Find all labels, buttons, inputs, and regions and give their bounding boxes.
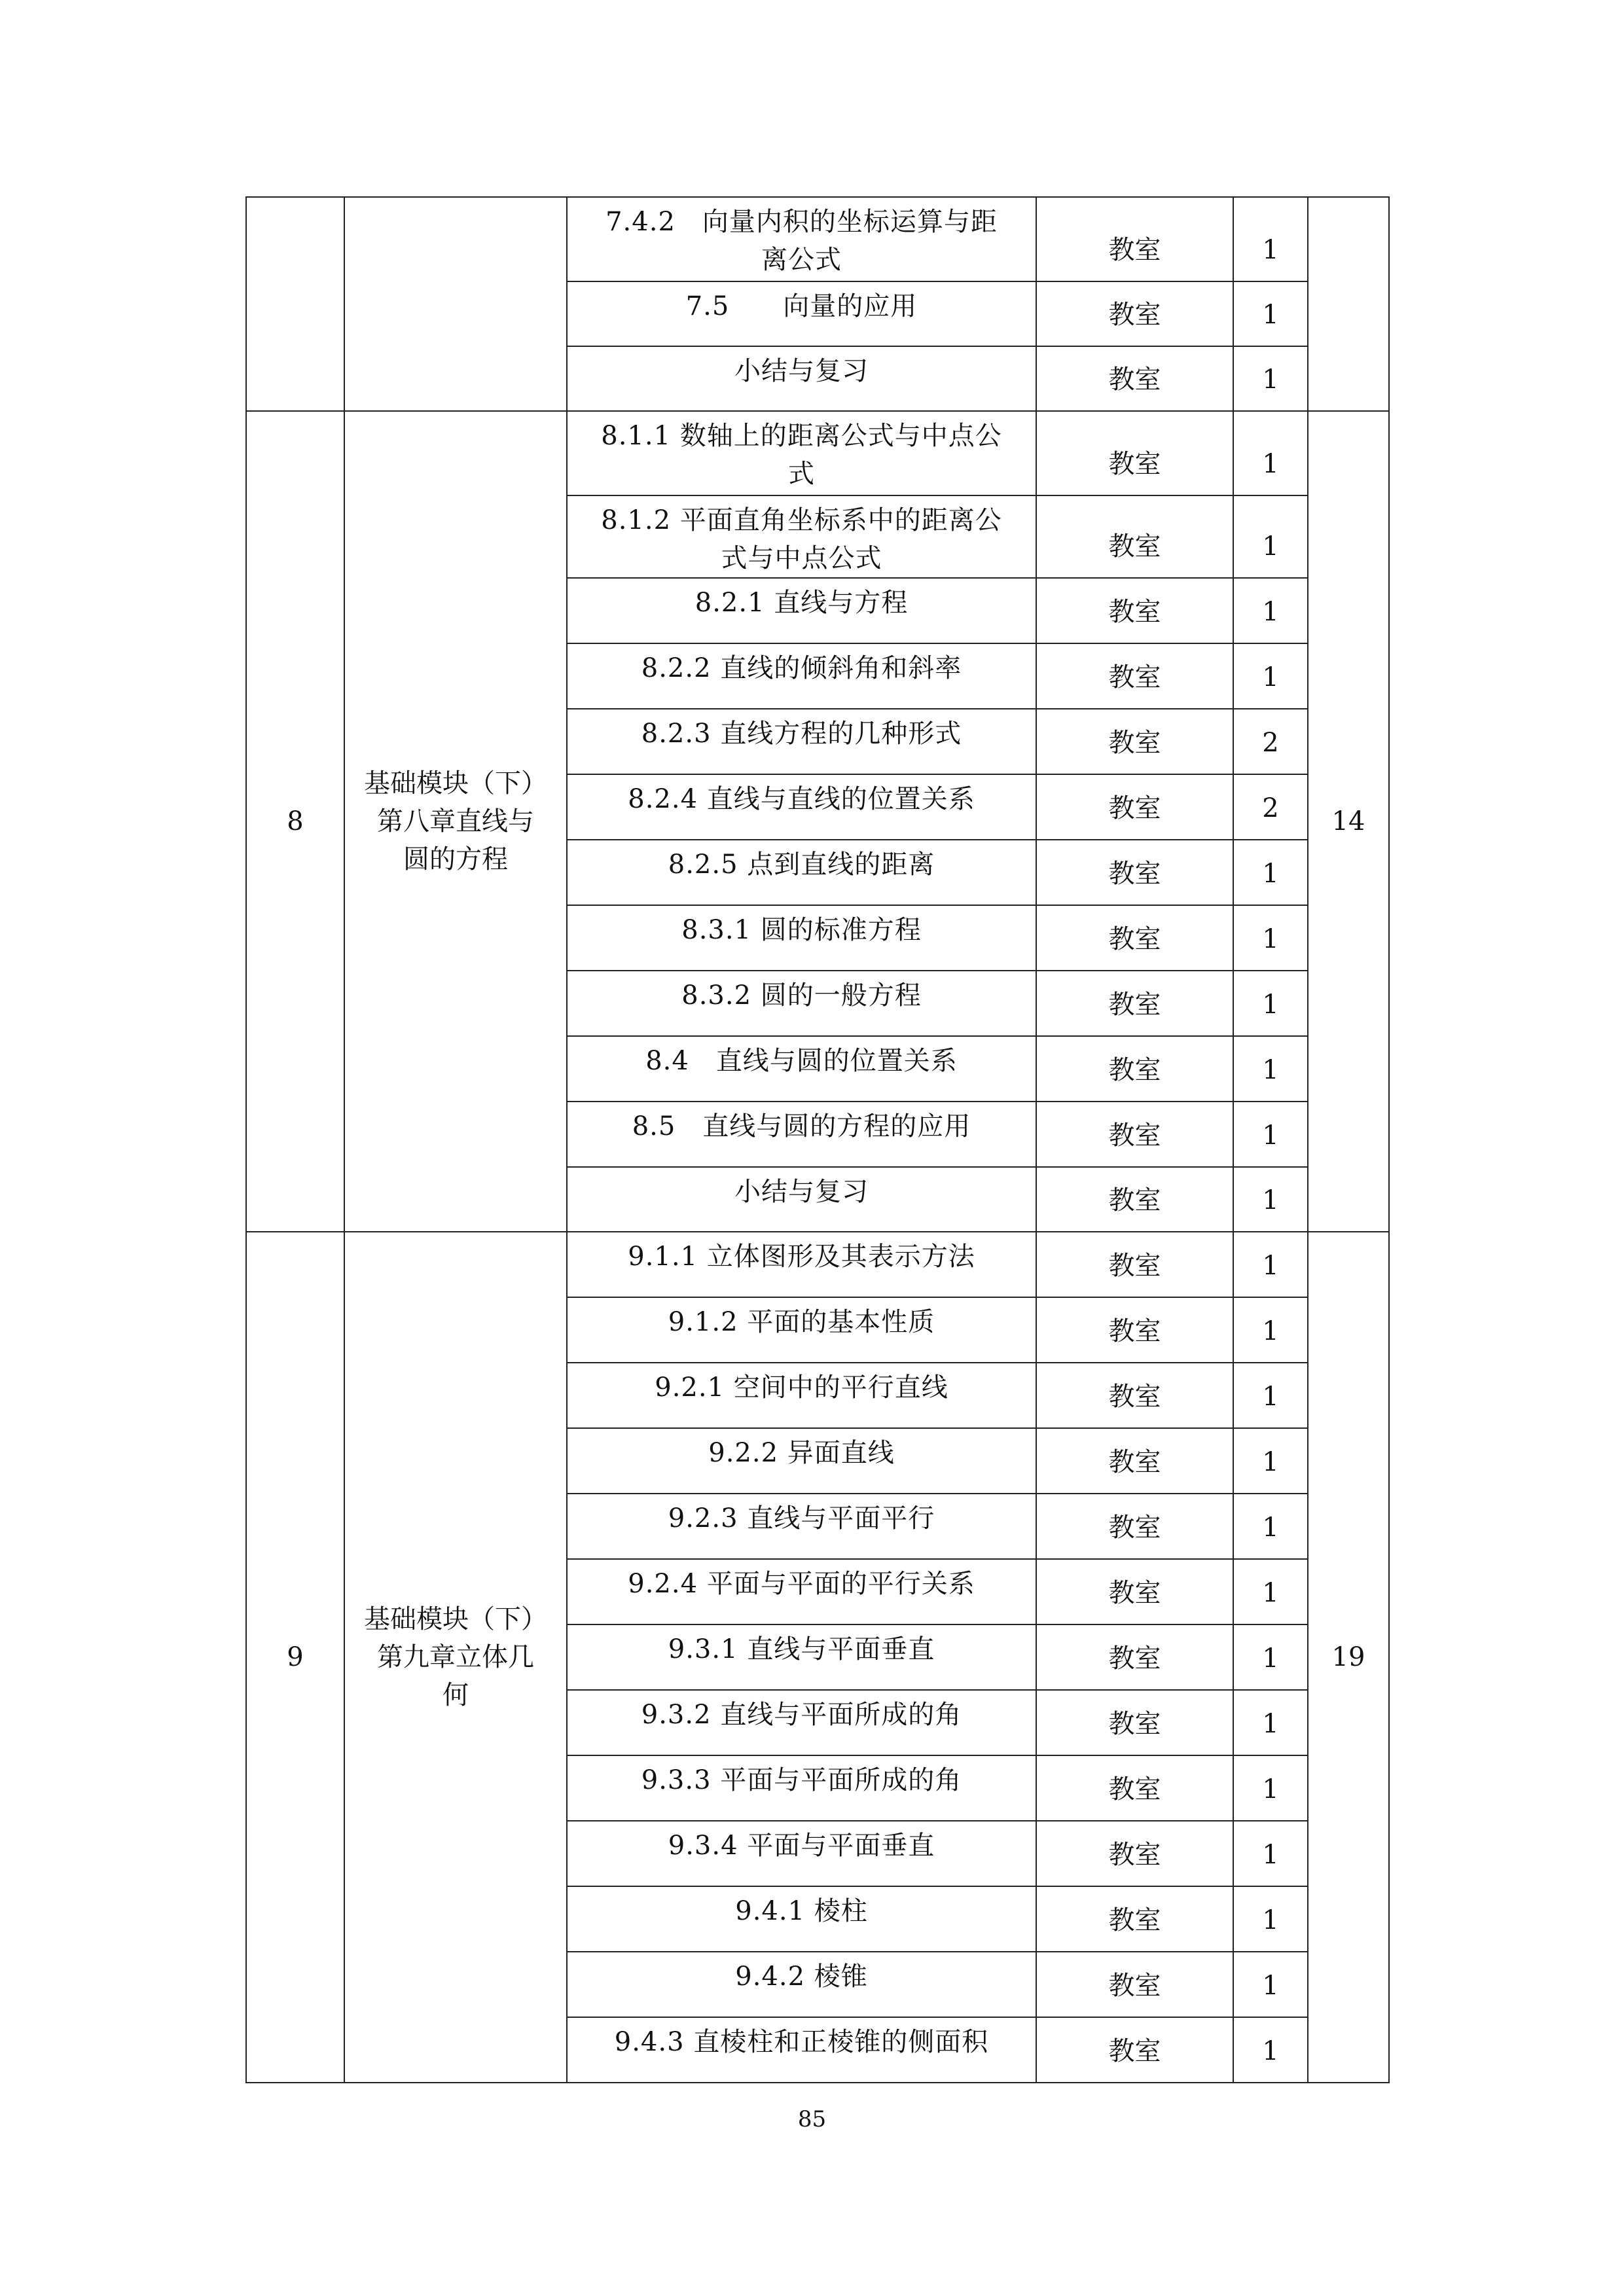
- place-cell: 教室: [1036, 774, 1233, 840]
- place-cell: 教室: [1036, 971, 1233, 1036]
- hours-cell: 1: [1233, 1428, 1308, 1494]
- place-cell: 教室: [1036, 2017, 1233, 2083]
- place-cell: 教室: [1036, 411, 1233, 495]
- topic-cell: [567, 971, 1036, 1036]
- place-cell: 教室: [1036, 197, 1233, 281]
- hours-cell: 1: [1233, 1297, 1308, 1363]
- place-cell: 教室: [1036, 1952, 1233, 2017]
- hours-cell: 1: [1233, 1102, 1308, 1167]
- topic-cell: [567, 774, 1036, 840]
- topic-line: 9.3.2 直线与平面所成的角: [641, 1700, 962, 1730]
- place-cell: 教室: [1036, 1559, 1233, 1624]
- topic-cell: [567, 1559, 1036, 1624]
- topic-cell: [567, 281, 1036, 346]
- hours-cell: 1: [1233, 1559, 1308, 1624]
- topic-line: 8.1.2 平面直角坐标系中的距离公: [601, 505, 1002, 535]
- hours-cell: 1: [1233, 197, 1308, 281]
- topic-cell: [567, 1363, 1036, 1428]
- topic-cell: [567, 1494, 1036, 1559]
- table-row: [246, 1232, 1389, 1297]
- topic-cell: [567, 905, 1036, 971]
- topic-cell: [567, 1036, 1036, 1102]
- topic-cell: [567, 1428, 1036, 1494]
- topic-cell: [567, 709, 1036, 774]
- hours-cell: 1: [1233, 1755, 1308, 1821]
- topic-cell: [567, 643, 1036, 709]
- hours-cell: 2: [1233, 709, 1308, 774]
- place-cell: 教室: [1036, 281, 1233, 346]
- topic-line: 9.1.2 平面的基本性质: [668, 1307, 935, 1337]
- hours-cell: 1: [1233, 971, 1308, 1036]
- place-cell: 教室: [1036, 1232, 1233, 1297]
- topic-line: 8.2.5 点到直线的距离: [668, 850, 935, 880]
- topic-line: 9.2.4 平面与平面的平行关系: [628, 1569, 975, 1599]
- week-cell: 8: [246, 411, 344, 1232]
- table-row: [246, 197, 1389, 281]
- hours-cell: 1: [1233, 643, 1308, 709]
- hours-cell: 1: [1233, 905, 1308, 971]
- place-cell: 教室: [1036, 1624, 1233, 1690]
- place-cell: 教室: [1036, 1494, 1233, 1559]
- hours-cell: 1: [1233, 1624, 1308, 1690]
- place-cell: 教室: [1036, 1363, 1233, 1428]
- topic-line: 式与中点公式: [721, 543, 882, 573]
- place-cell: 教室: [1036, 1428, 1233, 1494]
- schedule-body: [246, 197, 1389, 2083]
- topic-cell: [567, 578, 1036, 643]
- topic-cell: [567, 1624, 1036, 1690]
- place-cell: 教室: [1036, 709, 1233, 774]
- total-hours-cell: [1308, 197, 1389, 411]
- hours-cell: 1: [1233, 1232, 1308, 1297]
- hours-cell: 1: [1233, 1036, 1308, 1102]
- hours-cell: 1: [1233, 281, 1308, 346]
- topic-line: 8.4 直线与圆的位置关系: [645, 1046, 958, 1076]
- table-row: [246, 411, 1389, 495]
- module-cell: [344, 197, 567, 411]
- place-cell: 教室: [1036, 1297, 1233, 1363]
- topic-line: 8.3.1 圆的标准方程: [681, 915, 922, 945]
- topic-line: 9.3.4 平面与平面垂直: [668, 1831, 935, 1861]
- place-cell: 教室: [1036, 346, 1233, 411]
- topic-cell: [567, 1690, 1036, 1755]
- hours-cell: 1: [1233, 346, 1308, 411]
- total-hours-cell: 14: [1308, 411, 1389, 1232]
- hours-cell: 1: [1233, 1952, 1308, 2017]
- place-cell: 教室: [1036, 1755, 1233, 1821]
- topic-line: 9.1.1 立体图形及其表示方法: [628, 1242, 975, 1272]
- hours-cell: 1: [1233, 1167, 1308, 1232]
- place-cell: 教室: [1036, 1102, 1233, 1167]
- hours-cell: 1: [1233, 1494, 1308, 1559]
- topic-line: 8.2.4 直线与直线的位置关系: [628, 784, 975, 814]
- topic-line: 8.2.1 直线与方程: [695, 588, 909, 618]
- topic-line: 7.5 向量的应用: [685, 291, 918, 321]
- hours-cell: 1: [1233, 840, 1308, 905]
- place-cell: 教室: [1036, 1886, 1233, 1952]
- hours-cell: 1: [1233, 2017, 1308, 2083]
- module-line: 何: [442, 1680, 469, 1710]
- topic-line: 7.4.2 向量内积的坐标运算与距: [605, 207, 998, 237]
- hours-cell: 2: [1233, 774, 1308, 840]
- week-cell: [246, 197, 344, 411]
- topic-cell: [567, 2017, 1036, 2083]
- topic-cell: [567, 495, 1036, 578]
- page-number: 85: [797, 2106, 827, 2132]
- topic-line: 9.2.3 直线与平面平行: [668, 1503, 935, 1534]
- place-cell: 教室: [1036, 643, 1233, 709]
- topic-line: 9.3.3 平面与平面所成的角: [641, 1765, 962, 1795]
- topic-line: 9.2.1 空间中的平行直线: [655, 1372, 948, 1403]
- module-line: 第九章立体几: [377, 1642, 534, 1672]
- topic-cell: [567, 1755, 1036, 1821]
- topic-cell: [567, 1297, 1036, 1363]
- topic-cell: [567, 1232, 1036, 1297]
- place-cell: 教室: [1036, 1821, 1233, 1886]
- topic-line: 9.4.2 棱锥: [735, 1962, 868, 1992]
- module-line: 第八章直线与: [377, 806, 534, 836]
- hours-cell: 1: [1233, 1886, 1308, 1952]
- topic-line: 9.4.3 直棱柱和正棱锥的侧面积: [614, 2027, 989, 2057]
- hours-cell: 1: [1233, 411, 1308, 495]
- module-cell: [344, 411, 567, 1232]
- place-cell: 教室: [1036, 578, 1233, 643]
- topic-line: 8.2.2 直线的倾斜角和斜率: [641, 653, 962, 683]
- topic-cell: [567, 840, 1036, 905]
- topic-line: 8.3.2 圆的一般方程: [681, 980, 922, 1011]
- hours-cell: 1: [1233, 1821, 1308, 1886]
- topic-line: 8.2.3 直线方程的几种形式: [641, 719, 962, 749]
- topic-line: 离公式: [761, 245, 842, 275]
- place-cell: 教室: [1036, 1036, 1233, 1102]
- topic-line: 9.2.2 异面直线: [708, 1438, 895, 1468]
- topic-line: 8.1.1 数轴上的距离公式与中点公: [601, 421, 1002, 451]
- topic-line: 式: [788, 459, 815, 489]
- teaching-schedule-table: [245, 196, 1390, 2083]
- total-hours-cell: 19: [1308, 1232, 1389, 2083]
- hours-cell: 1: [1233, 578, 1308, 643]
- topic-cell: [567, 411, 1036, 495]
- topic-cell: [567, 1167, 1036, 1232]
- topic-line: 9.3.1 直线与平面垂直: [668, 1634, 935, 1664]
- module-cell: [344, 1232, 567, 2083]
- hours-cell: 1: [1233, 1363, 1308, 1428]
- place-cell: 教室: [1036, 840, 1233, 905]
- hours-cell: 1: [1233, 1690, 1308, 1755]
- topic-cell: [567, 1952, 1036, 2017]
- place-cell: 教室: [1036, 1167, 1233, 1232]
- place-cell: 教室: [1036, 1690, 1233, 1755]
- module-line: 基础模块（下）: [364, 1604, 547, 1634]
- topic-cell: [567, 197, 1036, 281]
- topic-line: 小结与复习: [734, 356, 869, 386]
- topic-line: 8.5 直线与圆的方程的应用: [632, 1111, 971, 1141]
- topic-cell: [567, 346, 1036, 411]
- place-cell: 教室: [1036, 905, 1233, 971]
- week-cell: 9: [246, 1232, 344, 2083]
- place-cell: 教室: [1036, 495, 1233, 578]
- topic-cell: [567, 1821, 1036, 1886]
- hours-cell: 1: [1233, 495, 1308, 578]
- topic-cell: [567, 1886, 1036, 1952]
- topic-line: 小结与复习: [734, 1177, 869, 1207]
- topic-line: 9.4.1 棱柱: [735, 1896, 868, 1926]
- topic-cell: [567, 1102, 1036, 1167]
- module-line: 基础模块（下）: [364, 768, 547, 798]
- module-line: 圆的方程: [403, 844, 508, 874]
